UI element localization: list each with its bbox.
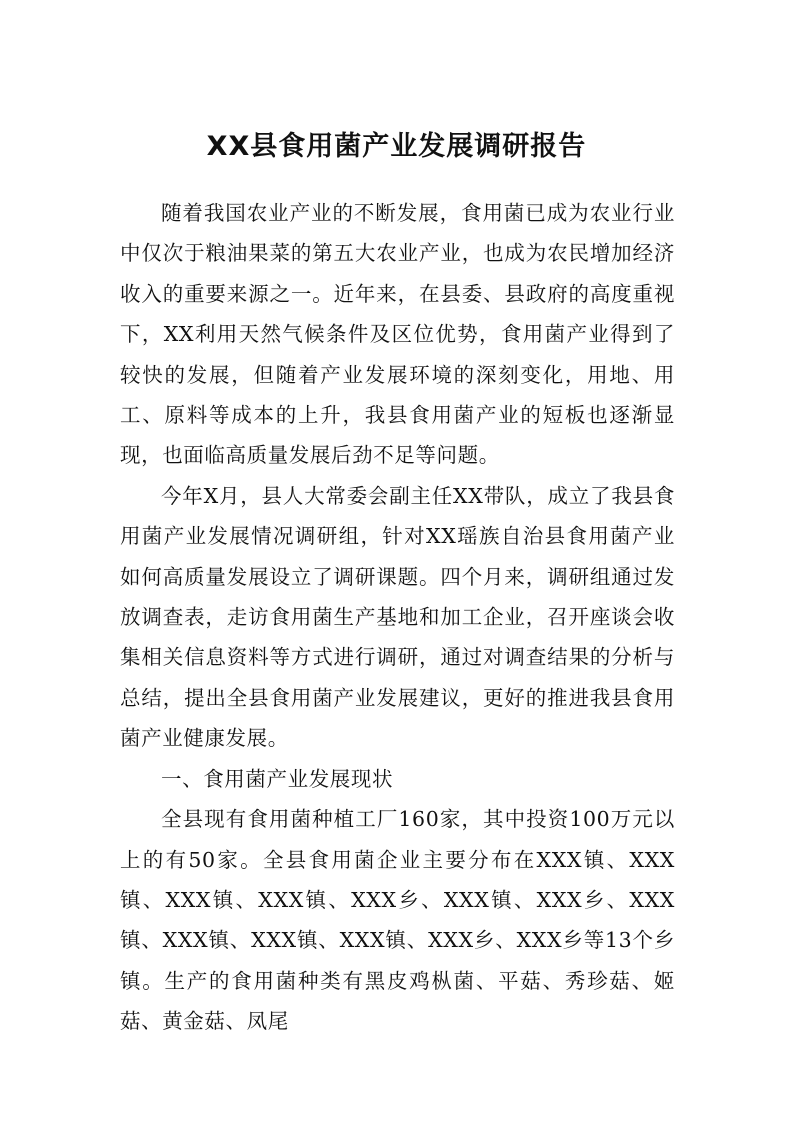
background-paragraph: 今年X月，县人大常委会副主任XX带队，成立了我县食用菌产业发展情况调研组，针对XX瑶族自治县食用菌产业如何高质量发展设立了调研课题。四个月来，调研组通过发放调查表，走访食用菌生产基地和加工企业，召开座谈会收集相关信息资料等方式进行调研，通过对调查结果的分析与总结，提出全县食用菌产业发展建议，更好的推进我县食用菌产业健康发展。 [120, 483, 675, 751]
status-paragraph: 全县现有食用菌种植工厂160家，其中投资100万元以上的有50家。全县食用菌企业主要分布在XXX镇、XXX镇、XXX镇、XXX镇、XXX乡、XXX镇、XXX乡、XXX镇、XXX镇、XXX镇、XXX镇、XXX乡、XXX乡等13个乡镇。生产的食用菌种类有黑皮鸡枞菌、平菇、秀珍菇、姬菇、黄金菇、凤尾 [120, 807, 675, 1034]
intro-paragraph: 随着我国农业产业的不断发展，食用菌已成为农业行业中仅次于粮油果菜的第五大农业产业，也成为农民增加经济收入的重要来源之一。近年来，在县委、县政府的高度重视下，XX利用天然气候条件及区位优势，食用菌产业得到了较快的发展，但随着产业发展环境的深刻变化，用地、用工、原料等成本的上升，我县食用菌产业的短板也逐渐显现，也面临高质量发展后劲不足等问题。 [120, 201, 675, 468]
section-heading: 一、食用菌产业发展现状 [161, 766, 394, 791]
document-title: XX县食用菌产业发展调研报告 [206, 131, 587, 162]
document-body [120, 193, 675, 1042]
